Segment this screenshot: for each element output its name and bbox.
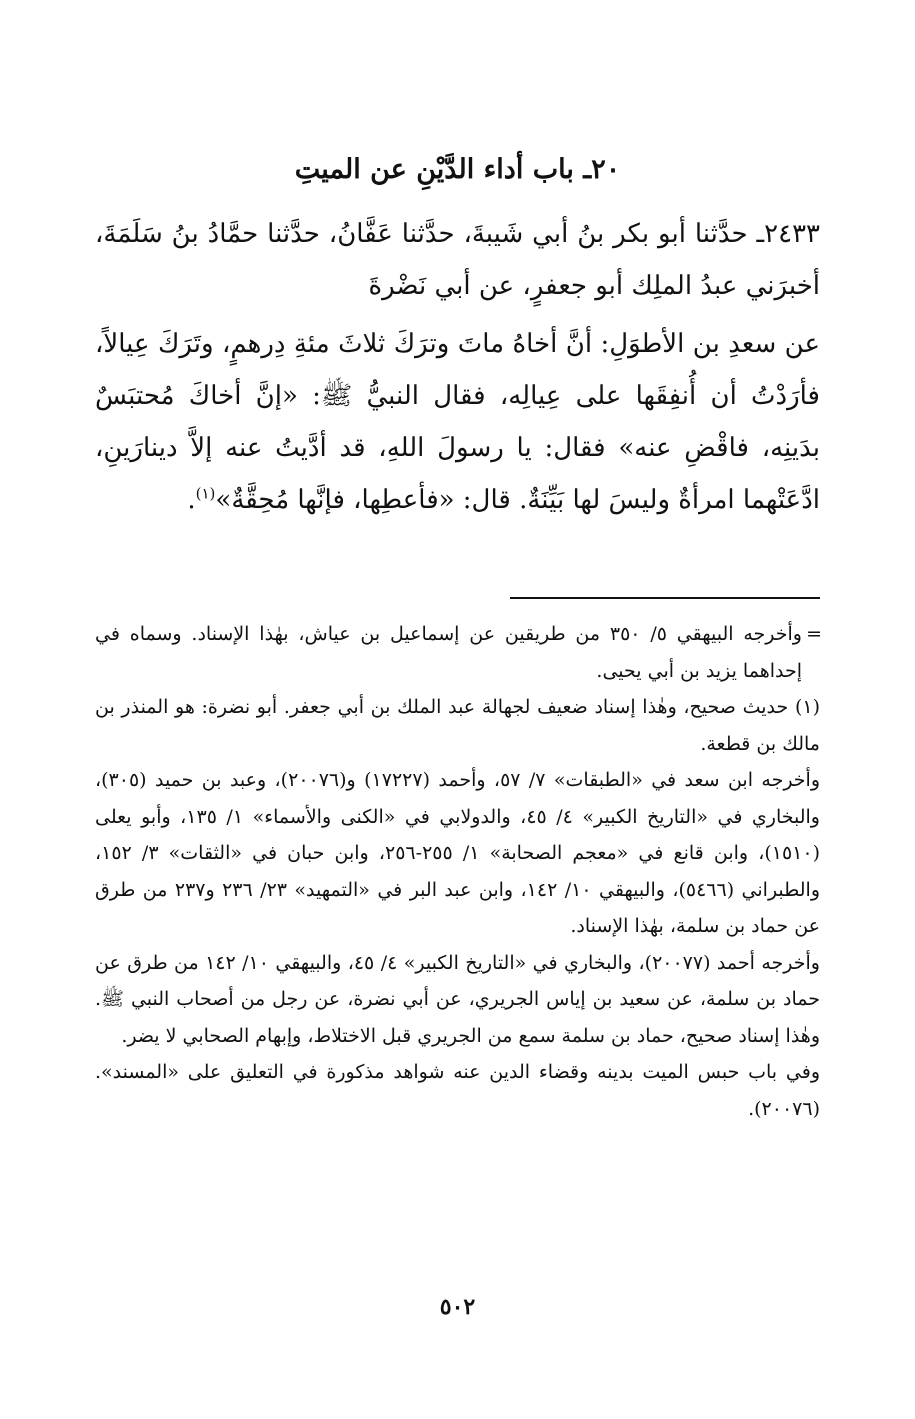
footnote-paragraph: وفي باب حبس الميت بدينه وقضاء الدين عنه شواهد مذكورة في التعليق على «المسند». (٢٠٠٧٦). <box>95 1061 820 1120</box>
chapter-title: ٢٠ـ باب أداء الدَّيْنِ عن الميتِ <box>294 154 621 185</box>
footnote-separator <box>510 597 820 599</box>
hadith-matn <box>95 318 820 526</box>
hadith-end-punctuation: . <box>187 485 196 515</box>
footnote-paragraph: (١) حديث صحيح، وهٰذا إسناد ضعيف لجهالة عبد الملك بن أبي جعفر. أبو نضرة: هو المنذر بن مالك بن قطعة. <box>95 696 820 755</box>
hadith-matn-text: عن سعدِ بن الأطوَلِ: أنَّ أخاهُ ماتَ وترَكَ ثلاثَ مئةِ دِرهمٍ، وتَرَكَ عِيالاً، فأرَدْتُ أن أُنفِقَها على عِيالِه، فقال النبيُّ ﷺ: «إنَّ أخاكَ مُحتبَسٌ بدَينِه، فاقْضِ عنه» فقال: يا رسولَ اللهِ، قد أدَّيتُ عنه إلاَّ دينارَينِ، ادَّعَتْهما امرأةٌ وليسَ لها بَيِّنَةٌ. قال: «فأعطِها، فإنَّها مُحِقَّةٌ» <box>95 329 820 515</box>
continuation-marker: = <box>806 623 822 645</box>
footnotes-section <box>95 616 820 1127</box>
hadith-isnad: ٢٤٣٣ـ حدَّثنا أبو بكر بنُ أبي شَيبةَ، حدَّثنا عَفَّانُ، حدَّثنا حمَّادُ بنُ سَلَمَةَ، أخبرَني عبدُ الملِك أبو جعفرٍ، عن أبي نَضْرةَ <box>95 219 820 301</box>
footnote-reference: (١) <box>195 484 216 503</box>
page-number: ٥٠٢ <box>439 1294 476 1320</box>
footnote-continuation-text: وأخرجه البيهقي ٥/ ٣٥٠ من طريقين عن إسماعيل بن عياش، بهٰذا الإسناد. وسماه في إحداهما يزيد بن أبي يحيى. <box>95 623 802 682</box>
book-page <box>95 0 820 1419</box>
footnote-paragraph: وأخرجه ابن سعد في «الطبقات» ٧/ ٥٧، وأحمد (١٧٢٢٧) و(٢٠٠٧٦)، وعبد بن حميد (٣٠٥)، والبخاري في «التاريخ الكبير» ٤/ ٤٥، والدولابي في «الكنى والأسماء» ١/ ١٣٥، وأبو يعلى (١٥١٠)، وابن قانع في «معجم الصحابة» ١/ ٢٥٥-٢٥٦، وابن حبان في «الثقات» ٣/ ١٥٢، والطبراني (٥٤٦٦)، والبيهقي ١٠/ ١٤٢، وابن عبد البر في «التمهيد» ٢٣/ ٢٣٦ و٢٣٧ من طرق عن حماد بن سلمة، بهٰذا الإسناد. <box>95 769 821 937</box>
footnote-paragraph: وأخرجه أحمد (٢٠٠٧٧)، والبخاري في «التاريخ الكبير» ٤/ ٤٥، والبيهقي ١٠/ ١٤٢ من طرق عن حماد بن سلمة، عن سعيد بن إياس الجريري، عن أبي نضرة، عن رجل من أصحاب النبي ﷺ. وهٰذا إسناد صحيح، حماد بن سلمة سمع من الجريري قبل الاختلاط، وإبهام الصحابي لا يضر. <box>95 951 820 1047</box>
footnote-continuation <box>95 616 820 689</box>
